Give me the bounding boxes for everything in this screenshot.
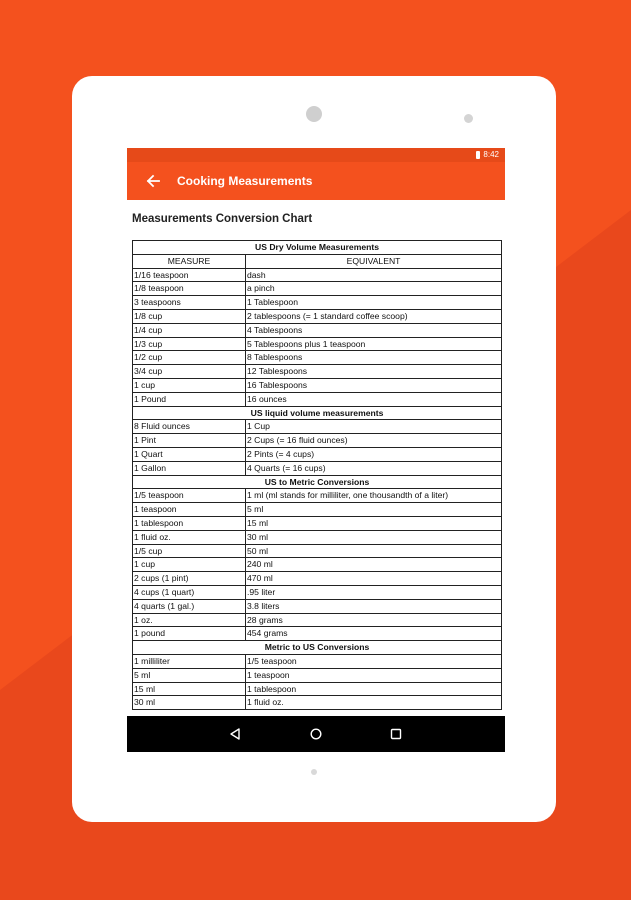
measure-cell: 1 fluid oz.	[133, 530, 246, 544]
table-row	[133, 420, 502, 434]
measure-cell: 30 ml	[133, 696, 246, 710]
circle-home-icon	[309, 727, 323, 741]
measure-cell: 1/5 teaspoon	[133, 489, 246, 503]
equivalent-cell: 28 grams	[246, 613, 502, 627]
table-row	[133, 268, 502, 282]
measure-cell: 15 ml	[133, 682, 246, 696]
triangle-back-icon	[228, 727, 242, 741]
equivalent-cell: 15 ml	[246, 516, 502, 530]
measure-cell: 1/16 teaspoon	[133, 268, 246, 282]
equivalent-cell: dash	[246, 268, 502, 282]
measure-cell: 1 Pound	[133, 392, 246, 406]
table-row	[133, 461, 502, 475]
table-row	[133, 585, 502, 599]
equivalent-cell: .95 liter	[246, 585, 502, 599]
measure-cell: 3/4 cup	[133, 365, 246, 379]
table-row	[133, 627, 502, 641]
equivalent-cell: 30 ml	[246, 530, 502, 544]
table-row	[133, 351, 502, 365]
measure-cell: 8 Fluid ounces	[133, 420, 246, 434]
measure-cell: 1/8 cup	[133, 309, 246, 323]
measure-cell: 1/3 cup	[133, 337, 246, 351]
table-row	[133, 489, 502, 503]
section-title: Metric to US Conversions	[133, 641, 502, 655]
measure-cell: 1 Gallon	[133, 461, 246, 475]
measure-cell: 1 cup	[133, 558, 246, 572]
equivalent-cell: 1/5 teaspoon	[246, 654, 502, 668]
table-header-row	[133, 254, 502, 268]
nav-back-button[interactable]	[225, 724, 245, 744]
nav-home-button[interactable]	[306, 724, 326, 744]
measure-cell: 4 cups (1 quart)	[133, 585, 246, 599]
back-button[interactable]	[141, 169, 165, 193]
equivalent-cell: 240 ml	[246, 558, 502, 572]
equivalent-cell: 4 Quarts (= 16 cups)	[246, 461, 502, 475]
table-row	[133, 434, 502, 448]
section-row	[133, 406, 502, 420]
measure-cell: 1 milliliter	[133, 654, 246, 668]
equivalent-cell: 12 Tablespoons	[246, 365, 502, 379]
equivalent-cell: 2 tablespoons (= 1 standard coffee scoop)	[246, 309, 502, 323]
measure-cell: 4 quarts (1 gal.)	[133, 599, 246, 613]
equivalent-cell: 8 Tablespoons	[246, 351, 502, 365]
conversion-table	[132, 240, 502, 710]
battery-icon	[476, 151, 480, 159]
nav-recents-button[interactable]	[386, 724, 406, 744]
header-equivalent: EQUIVALENT	[246, 254, 502, 268]
measure-cell: 1 teaspoon	[133, 503, 246, 517]
measure-cell: 3 teaspoons	[133, 296, 246, 310]
table-row	[133, 323, 502, 337]
measure-cell: 1 cup	[133, 378, 246, 392]
table-row	[133, 654, 502, 668]
table-row	[133, 337, 502, 351]
table-row	[133, 296, 502, 310]
section-row	[133, 241, 502, 255]
status-bar	[127, 148, 505, 162]
equivalent-cell: a pinch	[246, 282, 502, 296]
equivalent-cell: 1 fluid oz.	[246, 696, 502, 710]
section-row	[133, 475, 502, 489]
equivalent-cell: 1 Cup	[246, 420, 502, 434]
table-row	[133, 696, 502, 710]
app-bar	[127, 162, 505, 200]
table-row	[133, 378, 502, 392]
table-row	[133, 365, 502, 379]
measure-cell: 2 cups (1 pint)	[133, 572, 246, 586]
table-row	[133, 447, 502, 461]
device-screen	[127, 148, 505, 752]
equivalent-cell: 2 Pints (= 4 cups)	[246, 447, 502, 461]
camera-icon	[306, 106, 322, 122]
table-row	[133, 558, 502, 572]
table-row	[133, 544, 502, 558]
page-title: Measurements Conversion Chart	[132, 213, 313, 225]
square-recents-icon	[389, 727, 403, 741]
table-row	[133, 516, 502, 530]
measure-cell: 5 ml	[133, 668, 246, 682]
equivalent-cell: 454 grams	[246, 627, 502, 641]
measure-cell: 1/4 cup	[133, 323, 246, 337]
sensor-icon	[464, 114, 473, 123]
equivalent-cell: 5 ml	[246, 503, 502, 517]
equivalent-cell: 2 Cups (= 16 fluid ounces)	[246, 434, 502, 448]
table-row	[133, 392, 502, 406]
measure-cell: 1/5 cup	[133, 544, 246, 558]
home-indicator-dot	[311, 769, 317, 775]
header-measure: MEASURE	[133, 254, 246, 268]
table-row	[133, 668, 502, 682]
navigation-bar	[127, 716, 505, 752]
measure-cell: 1 oz.	[133, 613, 246, 627]
table-row	[133, 282, 502, 296]
equivalent-cell: 1 tablespoon	[246, 682, 502, 696]
equivalent-cell: 16 Tablespoons	[246, 378, 502, 392]
section-title: US Dry Volume Measurements	[133, 241, 502, 255]
content-scroll-area[interactable]	[127, 200, 505, 716]
table-row	[133, 530, 502, 544]
arrow-left-icon	[145, 173, 161, 189]
measure-cell: 1/2 cup	[133, 351, 246, 365]
table-row	[133, 309, 502, 323]
table-row	[133, 682, 502, 696]
equivalent-cell: 470 ml	[246, 572, 502, 586]
table-row	[133, 572, 502, 586]
equivalent-cell: 3.8 liters	[246, 599, 502, 613]
equivalent-cell: 50 ml	[246, 544, 502, 558]
status-time: 8:42	[483, 150, 499, 159]
equivalent-cell: 5 Tablespoons plus 1 teaspoon	[246, 337, 502, 351]
table-row	[133, 613, 502, 627]
equivalent-cell: 1 ml (ml stands for milliliter, one thousandth of a liter)	[246, 489, 502, 503]
equivalent-cell: 1 teaspoon	[246, 668, 502, 682]
measure-cell: 1/8 teaspoon	[133, 282, 246, 296]
section-title: US to Metric Conversions	[133, 475, 502, 489]
table-row	[133, 599, 502, 613]
measure-cell: 1 tablespoon	[133, 516, 246, 530]
equivalent-cell: 4 Tablespoons	[246, 323, 502, 337]
section-title: US liquid volume measurements	[133, 406, 502, 420]
measure-cell: 1 pound	[133, 627, 246, 641]
measure-cell: 1 Quart	[133, 447, 246, 461]
table-row	[133, 503, 502, 517]
equivalent-cell: 16 ounces	[246, 392, 502, 406]
measure-cell: 1 Pint	[133, 434, 246, 448]
app-title: Cooking Measurements	[177, 174, 313, 188]
equivalent-cell: 1 Tablespoon	[246, 296, 502, 310]
section-row	[133, 641, 502, 655]
